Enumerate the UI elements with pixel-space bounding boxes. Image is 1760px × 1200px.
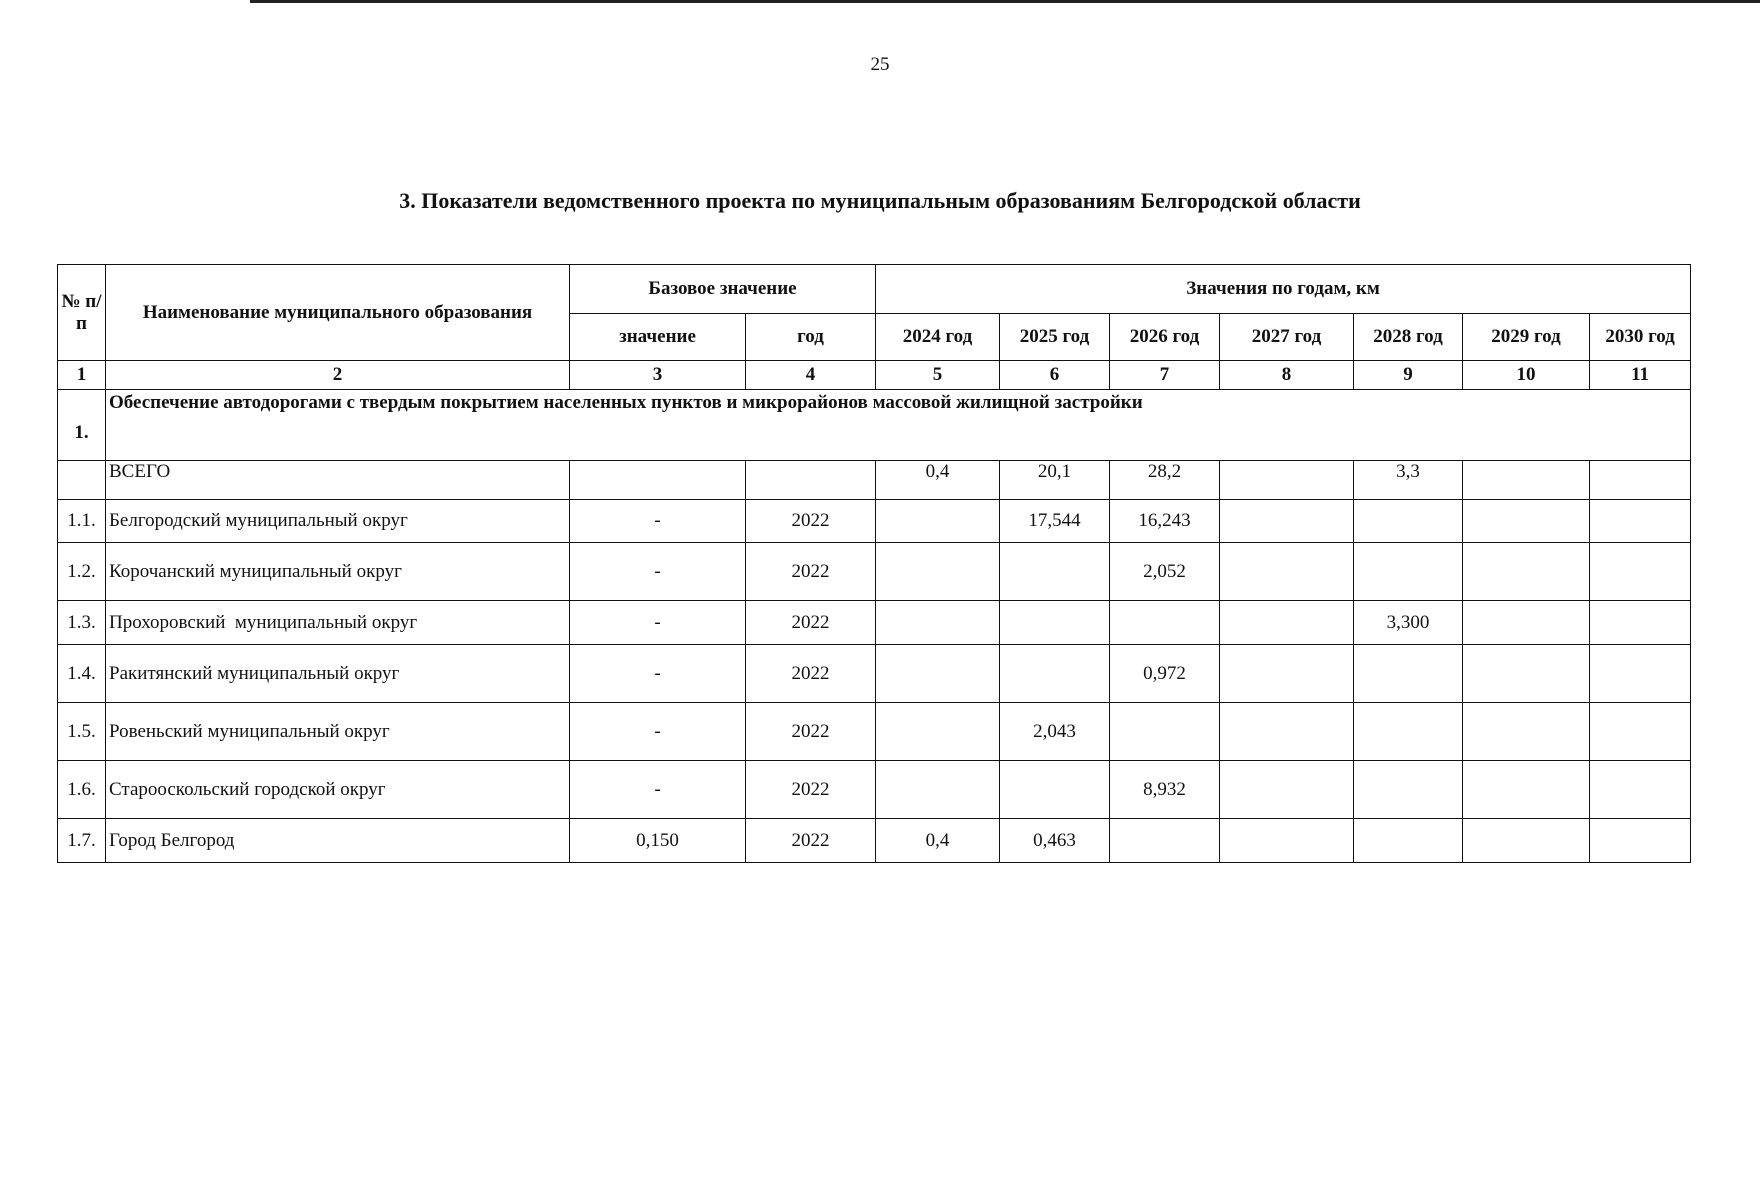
value-2029 [1463, 543, 1590, 601]
value-2028: 3,300 [1354, 601, 1463, 645]
column-number: 11 [1590, 361, 1691, 390]
header-year-2024: 2024 год [876, 314, 1000, 361]
base-value: 0,150 [570, 819, 746, 863]
header-year-2029: 2029 год [1463, 314, 1590, 361]
value-2030 [1590, 819, 1691, 863]
base-value: - [570, 703, 746, 761]
value-2026: 8,932 [1110, 761, 1220, 819]
total-2030 [1590, 461, 1691, 500]
table-row [58, 543, 1691, 601]
header-base-year: год [746, 314, 876, 361]
table-row [58, 601, 1691, 645]
base-year: 2022 [746, 543, 876, 601]
value-2030 [1590, 543, 1691, 601]
base-value: - [570, 543, 746, 601]
municipality-name: Корочанский муниципальный округ [106, 543, 570, 601]
value-2028 [1354, 761, 1463, 819]
header-year-2030: 2030 год [1590, 314, 1691, 361]
base-value: - [570, 761, 746, 819]
column-number: 9 [1354, 361, 1463, 390]
value-2024 [876, 601, 1000, 645]
base-year: 2022 [746, 761, 876, 819]
column-number: 1 [58, 361, 106, 390]
value-2026: 2,052 [1110, 543, 1220, 601]
value-2026 [1110, 601, 1220, 645]
municipality-name: Город Белгород [106, 819, 570, 863]
value-2029 [1463, 703, 1590, 761]
column-number: 3 [570, 361, 746, 390]
indicators-table [57, 264, 1691, 863]
value-2027 [1220, 761, 1354, 819]
table-row [58, 645, 1691, 703]
column-number: 2 [106, 361, 570, 390]
value-2025 [1000, 601, 1110, 645]
section-row [58, 390, 1691, 461]
base-value: - [570, 601, 746, 645]
value-2030 [1590, 761, 1691, 819]
header-year-2026: 2026 год [1110, 314, 1220, 361]
value-2027 [1220, 645, 1354, 703]
value-2025 [1000, 543, 1110, 601]
total-row [58, 461, 1691, 500]
base-year: 2022 [746, 500, 876, 543]
value-2026: 0,972 [1110, 645, 1220, 703]
value-2028 [1354, 703, 1463, 761]
table-row [58, 500, 1691, 543]
row-number: 1.7. [58, 819, 106, 863]
row-number: 1.5. [58, 703, 106, 761]
column-number: 6 [1000, 361, 1110, 390]
value-2025: 2,043 [1000, 703, 1110, 761]
column-number: 4 [746, 361, 876, 390]
row-number: 1.3. [58, 601, 106, 645]
value-2029 [1463, 601, 1590, 645]
value-2026 [1110, 703, 1220, 761]
municipality-name: Ракитянский муниципальный округ [106, 645, 570, 703]
value-2026 [1110, 819, 1220, 863]
total-label: ВСЕГО [106, 461, 570, 500]
value-2024 [876, 500, 1000, 543]
header-name: Наименование муниципального образования [106, 265, 570, 361]
value-2024: 0,4 [876, 819, 1000, 863]
base-year: 2022 [746, 645, 876, 703]
value-2030 [1590, 703, 1691, 761]
page-number: 25 [870, 54, 890, 75]
value-2025 [1000, 645, 1110, 703]
column-number-row [58, 361, 1691, 390]
value-2029 [1463, 819, 1590, 863]
total-num-cell [58, 461, 106, 500]
value-2024 [876, 761, 1000, 819]
base-value: - [570, 500, 746, 543]
value-2028 [1354, 819, 1463, 863]
header-base: Базовое значение [570, 265, 876, 314]
value-2028 [1354, 645, 1463, 703]
value-2027 [1220, 703, 1354, 761]
value-2025: 0,463 [1000, 819, 1110, 863]
municipality-name: Белгородский муниципальный округ [106, 500, 570, 543]
value-2024 [876, 543, 1000, 601]
total-2027 [1220, 461, 1354, 500]
value-2027 [1220, 543, 1354, 601]
base-year: 2022 [746, 819, 876, 863]
table-row [58, 819, 1691, 863]
value-2028 [1354, 543, 1463, 601]
value-2030 [1590, 645, 1691, 703]
value-2027 [1220, 819, 1354, 863]
value-2029 [1463, 761, 1590, 819]
row-number: 1.2. [58, 543, 106, 601]
value-2026: 16,243 [1110, 500, 1220, 543]
column-number: 10 [1463, 361, 1590, 390]
value-2025: 17,544 [1000, 500, 1110, 543]
base-year: 2022 [746, 703, 876, 761]
header-base-value: значение [570, 314, 746, 361]
municipality-name: Старооскольский городской округ [106, 761, 570, 819]
section-title: Обеспечение автодорогами с твердым покрытием населенных пунктов и микрорайонов массовой жилищной застройки [106, 390, 1691, 461]
header-row-1 [58, 265, 1691, 314]
header-year-2027: 2027 год [1220, 314, 1354, 361]
value-2027 [1220, 601, 1354, 645]
header-year-2028: 2028 год [1354, 314, 1463, 361]
document-title: 3. Показатели ведомственного проекта по муниципальным образованиям Белгородской области [399, 188, 1361, 213]
column-number: 7 [1110, 361, 1220, 390]
column-number: 5 [876, 361, 1000, 390]
total-2025: 20,1 [1000, 461, 1110, 500]
row-number: 1.1. [58, 500, 106, 543]
value-2029 [1463, 500, 1590, 543]
municipality-name: Ровеньский муниципальный округ [106, 703, 570, 761]
total-2026: 28,2 [1110, 461, 1220, 500]
base-year: 2022 [746, 601, 876, 645]
header-years-group: Значения по годам, км [876, 265, 1691, 314]
value-2030 [1590, 601, 1691, 645]
total-2029 [1463, 461, 1590, 500]
total-2028: 3,3 [1354, 461, 1463, 500]
top-scan-rule [250, 0, 1760, 3]
row-number: 1.4. [58, 645, 106, 703]
total-base-year [746, 461, 876, 500]
total-base-value [570, 461, 746, 500]
base-value: - [570, 645, 746, 703]
value-2027 [1220, 500, 1354, 543]
value-2030 [1590, 500, 1691, 543]
value-2029 [1463, 645, 1590, 703]
value-2025 [1000, 761, 1110, 819]
row-number: 1.6. [58, 761, 106, 819]
table-row [58, 703, 1691, 761]
table-row [58, 761, 1691, 819]
header-year-2025: 2025 год [1000, 314, 1110, 361]
section-number: 1. [58, 390, 106, 461]
total-2024: 0,4 [876, 461, 1000, 500]
municipality-name: Прохоровский муниципальный округ [106, 601, 570, 645]
column-number: 8 [1220, 361, 1354, 390]
value-2028 [1354, 500, 1463, 543]
value-2024 [876, 703, 1000, 761]
header-num: № п/п [58, 265, 106, 361]
value-2024 [876, 645, 1000, 703]
